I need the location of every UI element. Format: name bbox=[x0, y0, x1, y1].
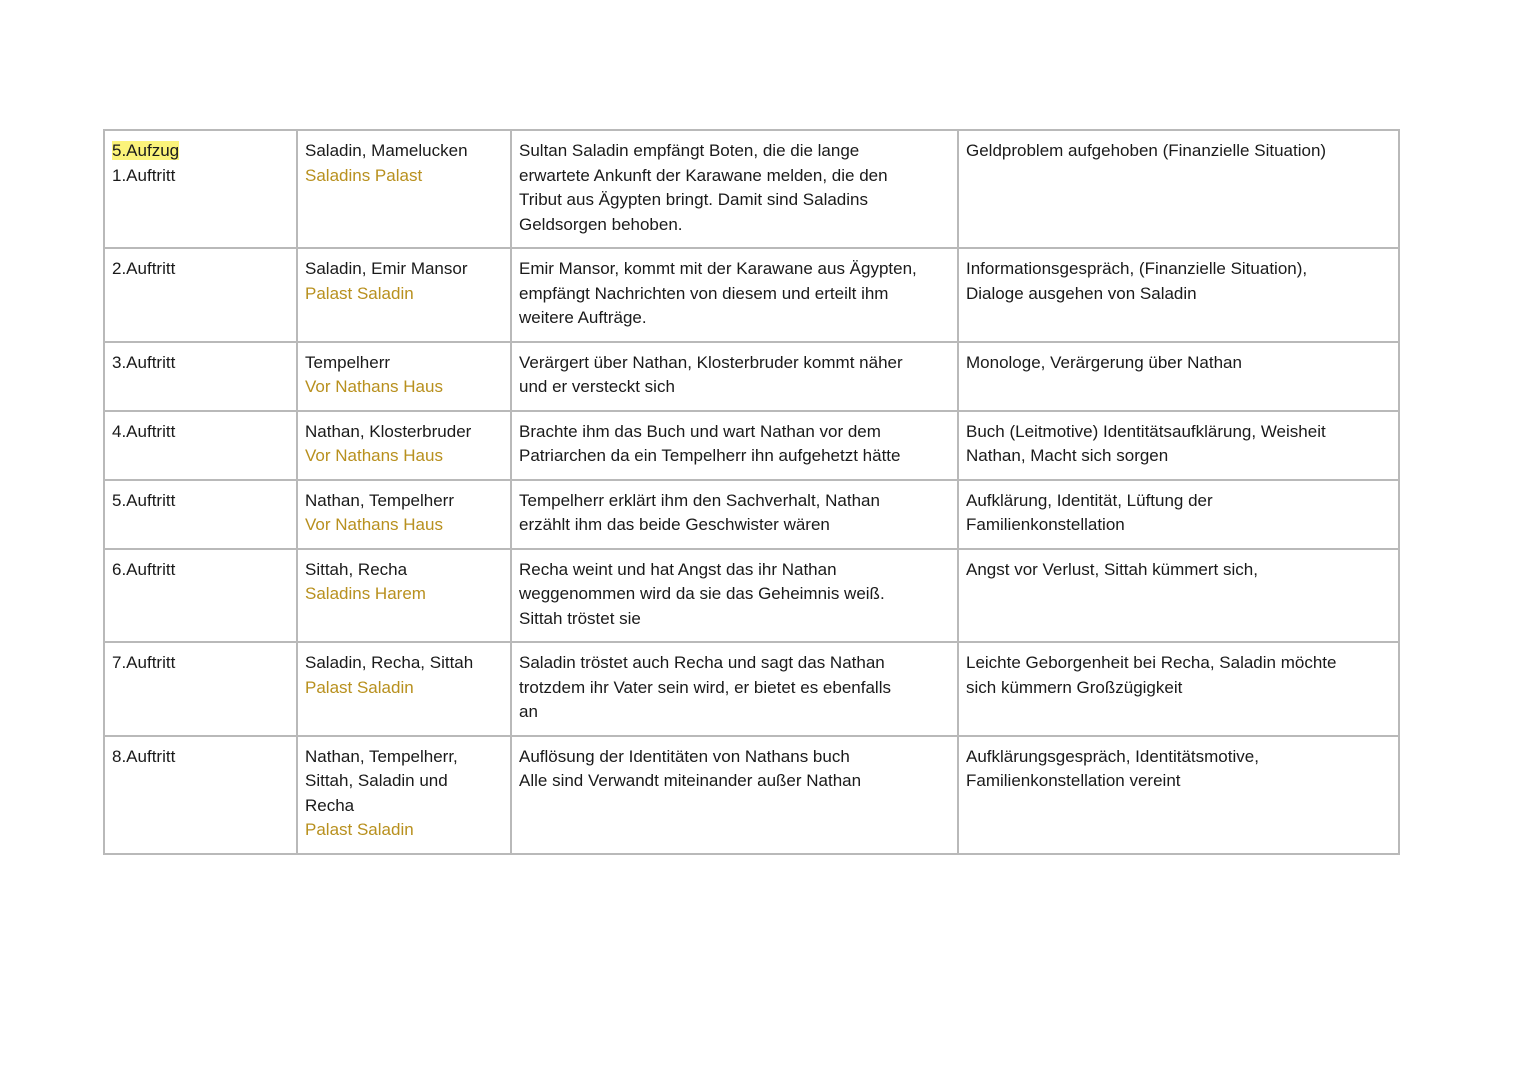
characters-cell bbox=[297, 411, 511, 480]
content-cell: Recha weint und hat Angst das ihr Nathan weggenommen wird da sie das Geheimnis weiß. Sittah tröstet sie bbox=[511, 549, 958, 643]
scene-label: 3.Auftritt bbox=[112, 352, 176, 372]
scene-label: 4.Auftritt bbox=[112, 421, 176, 441]
table-row bbox=[104, 248, 1399, 342]
scene-table bbox=[103, 129, 1400, 855]
location-text: Palast Saladin bbox=[305, 283, 414, 303]
notes-cell: Buch (Leitmotive) Identitätsaufklärung, Weisheit Nathan, Macht sich sorgen bbox=[958, 411, 1399, 480]
location-text: Saladins Harem bbox=[305, 584, 426, 603]
notes-cell: Informationsgespräch, (Finanzielle Situation), Dialoge ausgehen von Saladin bbox=[958, 248, 1399, 342]
characters-text: Saladin, Emir Mansor bbox=[305, 259, 468, 278]
characters-text: Tempelherr bbox=[305, 352, 391, 372]
notes-cell: Aufklärung, Identität, Lüftung der Familienkonstellation bbox=[958, 480, 1399, 549]
scene-cell bbox=[104, 736, 297, 854]
content-cell: Emir Mansor, kommt mit der Karawane aus Ägypten, empfängt Nachrichten von diesem und erteilt ihm weitere Aufträge. bbox=[511, 248, 958, 342]
table-row bbox=[104, 342, 1399, 411]
scene-label: 5.Auftritt bbox=[112, 490, 176, 510]
scene-cell bbox=[104, 342, 297, 411]
characters-text: Nathan, Tempelherr, Sittah, Saladin und Recha bbox=[305, 746, 458, 815]
scene-label: 6.Auftritt bbox=[112, 559, 176, 579]
location-text: Vor Nathans Haus bbox=[305, 377, 443, 396]
content-cell: Tempelherr erklärt ihm den Sachverhalt, Nathan erzählt ihm das beide Geschwister wären bbox=[511, 480, 958, 549]
location-text: Palast Saladin bbox=[305, 820, 414, 839]
scene-label: 8.Auftritt bbox=[112, 746, 176, 766]
scene-label: 7.Auftritt bbox=[112, 653, 176, 672]
content-cell: Sultan Saladin empfängt Boten, die die lange erwartete Ankunft der Karawane melden, die den Tribut aus Ägypten bringt. Damit sind Saladins Geldsorgen behoben. bbox=[511, 130, 958, 248]
table-row bbox=[104, 411, 1399, 480]
characters-cell bbox=[297, 342, 511, 411]
table-row bbox=[104, 549, 1399, 643]
characters-text: Saladin, Mamelucken bbox=[305, 141, 468, 160]
table-row bbox=[104, 130, 1399, 248]
act-label: 5.Aufzug bbox=[112, 141, 180, 160]
location-text: Palast Saladin bbox=[305, 677, 414, 697]
content-cell: Auflösung der Identitäten von Nathans buch Alle sind Verwandt miteinander außer Nathan bbox=[511, 736, 958, 854]
location-text: Vor Nathans Haus bbox=[305, 446, 443, 465]
characters-text: Saladin, Recha, Sittah bbox=[305, 653, 474, 672]
notes-cell: Aufklärungsgespräch, Identitätsmotive, Familienkonstellation vereint bbox=[958, 736, 1399, 854]
scene-cell bbox=[104, 411, 297, 480]
content-cell: Saladin tröstet auch Recha und sagt das Nathan trotzdem ihr Vater sein wird, er bietet es ebenfalls an bbox=[511, 642, 958, 736]
notes-cell: Monologe, Verärgerung über Nathan bbox=[958, 342, 1399, 411]
characters-cell bbox=[297, 549, 511, 643]
characters-text: Sittah, Recha bbox=[305, 559, 408, 579]
content-cell: Brachte ihm das Buch und wart Nathan vor dem Patriarchen da ein Tempelherr ihn aufgehetzt hätte bbox=[511, 411, 958, 480]
scene-cell bbox=[104, 248, 297, 342]
characters-cell bbox=[297, 480, 511, 549]
characters-text: Nathan, Klosterbruder bbox=[305, 421, 472, 441]
notes-cell: Geldproblem aufgehoben (Finanzielle Situation) bbox=[958, 130, 1399, 248]
scene-label: 1.Auftritt bbox=[112, 165, 176, 185]
characters-cell bbox=[297, 642, 511, 736]
table-row bbox=[104, 642, 1399, 736]
notes-cell: Angst vor Verlust, Sittah kümmert sich, bbox=[958, 549, 1399, 643]
table-row bbox=[104, 736, 1399, 854]
characters-cell bbox=[297, 130, 511, 248]
table-row bbox=[104, 480, 1399, 549]
content-cell: Verärgert über Nathan, Klosterbruder kommt näher und er versteckt sich bbox=[511, 342, 958, 411]
characters-cell bbox=[297, 736, 511, 854]
scene-cell bbox=[104, 642, 297, 736]
scene-cell bbox=[104, 480, 297, 549]
notes-cell: Leichte Geborgenheit bei Recha, Saladin möchte sich kümmern Großzügigkeit bbox=[958, 642, 1399, 736]
scene-cell bbox=[104, 130, 297, 248]
scene-cell bbox=[104, 549, 297, 643]
characters-text: Nathan, Tempelherr bbox=[305, 490, 454, 510]
location-text: Saladins Palast bbox=[305, 165, 423, 185]
location-text: Vor Nathans Haus bbox=[305, 515, 443, 534]
characters-cell bbox=[297, 248, 511, 342]
scene-label: 2.Auftritt bbox=[112, 259, 176, 278]
